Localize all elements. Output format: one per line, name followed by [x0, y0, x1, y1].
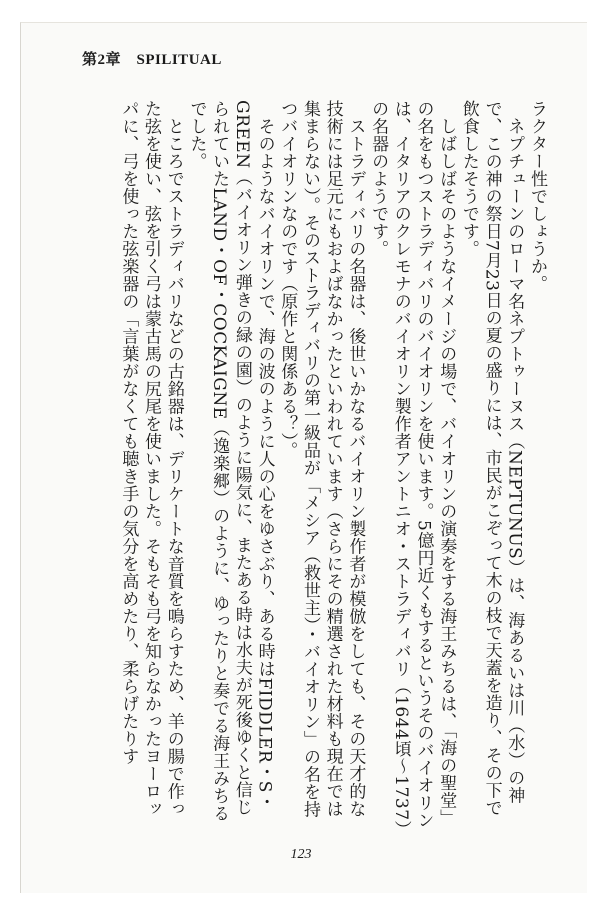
paragraph: しばしばそのようなイメージの場で、バイオリンの演奏をする海王みちるは、「海の聖堂」の名をもつストラディバリのバイオリンを使います。5億円近くもするというそのバイオリンは、イタリアのクレモナのバイオリン製作者アントニオ・ストラディバリ（1644頃〜1737）の名器のようです。 — [368, 100, 457, 830]
paragraph: ところでストラディバリなどの古銘器は、デリケートな音質を鳴らすため、羊の腸で作った弦を使い、弦を引く弓は蒙古馬の尻尾を使いました。そもそも弓を知らなかったヨーロッパに、弓を使った弦楽器の「言葉がなくても聴き手の気分を高めたり、柔らげたりす — [118, 100, 184, 818]
paragraph: ネプチューンのローマ名ネプトゥーヌス（NEPTUNUS）は、海あるいは川（水）の神で、この神の祭日7月23日の夏の盛りには、市民がこぞって木の枝で天蓋を造り、その下で飲食したそうです。 — [458, 100, 525, 817]
chapter-heading: 第2章 SPILITUAL — [82, 52, 222, 68]
body-text — [72, 100, 548, 830]
paragraph: ラクター性でしょうか。 — [527, 100, 547, 293]
paragraph: そのようなバイオリンで、海の波のように人の心をゆさぶり、ある時はFIDDLER・S・GREEN（バイオリン弾きの緑の園）のように陽気に、またある時は水夫が死後ゆくと信じられていたLAND・OF・COCKAIGNE（逸楽郷）のように、ゆったりと奏でる海王みちるでした。 — [186, 100, 275, 823]
page-number: 123 — [290, 847, 312, 862]
paragraph: ストラディバリの名器は、後世いかなるバイオリン製作者が模倣をしても、その天才的な技術には足元にもおよばなかったといわれています（さらにその精選された材料も現在では集まらない）。そのストラディバリの第一級品が「メシア（救世主）・バイオリン」の名を持つバイオリンなのです（原作と関係ある？）。 — [277, 100, 366, 818]
